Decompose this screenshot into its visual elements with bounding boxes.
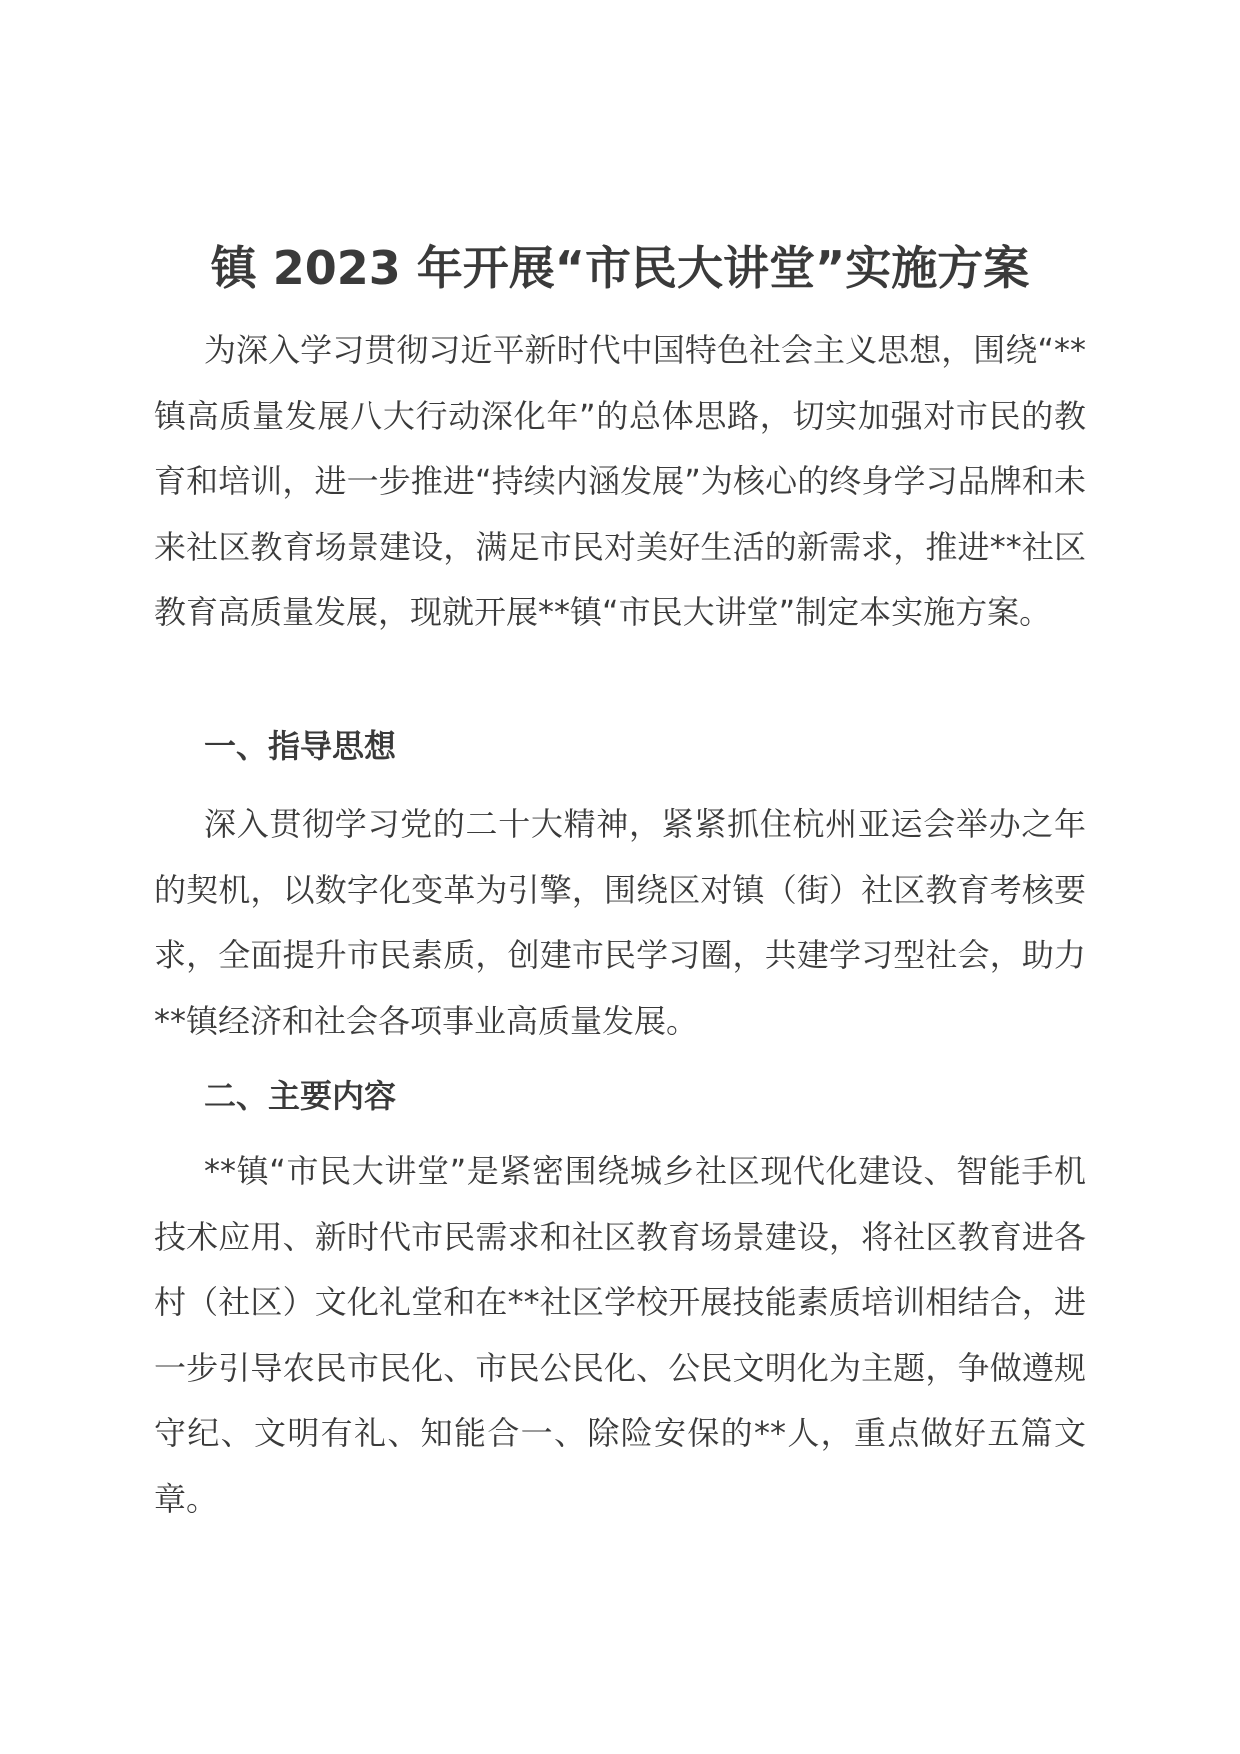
document-title: 镇 2023 年开展“市民大讲堂”实施方案: [210, 241, 1030, 295]
section-heading-main-content: 二、主要内容: [204, 1077, 397, 1115]
intro-paragraph: 为深入学习贯彻习近平新时代中国特色社会主义思想，围绕“**镇高质量发展八大行动深化年”的总体思路，切实加强对市民的教育和培训，进一步推进“持续内涵发展”为核心的终身学习品牌和未来社区教育场景建设，满足市民对美好生活的新需求，推进**社区教育高质量发展，现就开展**镇“市民大讲堂”制定本实施方案。: [154, 331, 1086, 631]
section-heading-guiding-ideology: 一、指导思想: [204, 727, 397, 765]
section-body-guiding-ideology: 深入贯彻学习党的二十大精神，紧紧抓住杭州亚运会举办之年的契机，以数字化变革为引擎，围绕区对镇（街）社区教育考核要求，全面提升市民素质，创建市民学习圈，共建学习型社会，助力**镇经济和社会各项事业高质量发展。: [154, 805, 1086, 1040]
section-body-main-content: **镇“市民大讲堂”是紧密围绕城乡社区现代化建设、智能手机技术应用、新时代市民需求和社区教育场景建设，将社区教育进各村（社区）文化礼堂和在**社区学校开展技能素质培训相结合，进一步引导农民市民化、市民公民化、公民文明化为主题，争做遵规守纪、文明有礼、知能合一、除险安保的**人，重点做好五篇文章。: [154, 1152, 1086, 1518]
